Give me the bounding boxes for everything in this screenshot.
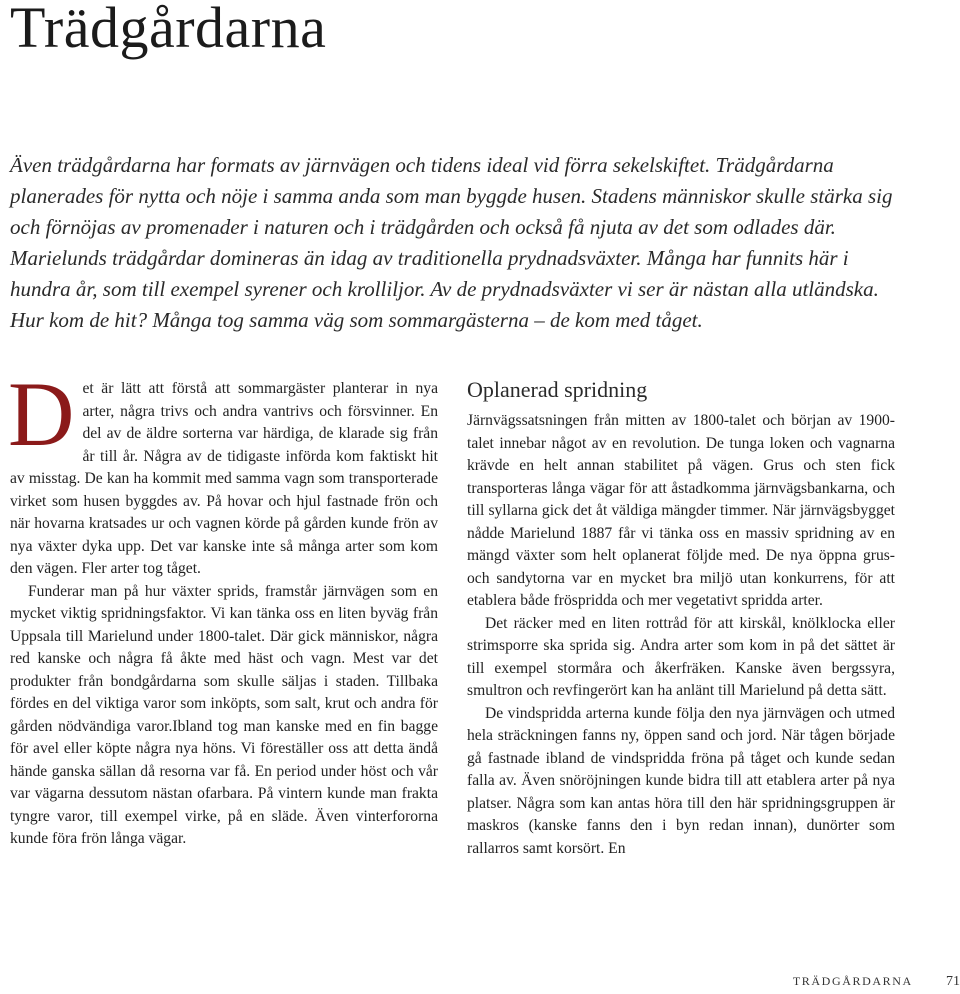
- left-paragraph-2: Funderar man på hur växter sprids, framstår järnvägen som en mycket viktig spridningsfaktor. Vi kan tänka oss en liten byväg från Uppsala till Marielund under 1800-talet. Där gick människor, några red kanske och några få åkte med häst och vagn. Mest var det produkter från bondgårdarna som skulle säljas i staden. Tillbaka fördes en del viktiga varor som inköpts, som salt, krut och andra för gården nödvändiga varor.Ibland tog man kanske med en fin bagge för avel eller köpte några nya höns. Vi föreställer oss att detta ändå hände ganska sällan då resorna var få. En period under höst och vår var vägarna dessutom nästan ofarbara. På vintern kunde man frakta tyngre varor, till exempel virke, på en släde. Även vinterfororna kunde föra frön långa vägar.: [10, 582, 438, 847]
- page-number: 71: [946, 974, 960, 989]
- section-heading: Oplanerad spridning: [467, 377, 648, 402]
- left-paragraph-1: [8, 363, 438, 581]
- right-paragraph-2: Det räcker med en liten rottråd för att kirskål, knölklocka eller strimsporre ska sprida sig. Andra arter som kom in på det sättet är till exempel stormåra och åkerfräken. Kanske även bergssyra, smultron och revfingerört kan ha anlänt till Marielund på detta sätt.: [467, 614, 895, 699]
- page-footer: [793, 972, 960, 991]
- left-column: [8, 363, 438, 851]
- right-paragraph-1: Järnvägssatsningen från mitten av 1800-talet och början av 1900-talet innebar något av en revolution. De tunga loken och vagnarna krävde en helt annan stabilitet på vägen. Grus och sten fick transporteras långa vägar för att åstadkomma järnvägsbankarna, och till syllarna gick det åt väldiga mängder timmer. När järnvägsbygget nådde Marielund 1887 får vi tänka oss en massiv spridning av en mängd växter som helt oplanerat följde med. De nya öppna grus- och sandytorna var en mycket bra miljö utan konkurrens, för att etablera både fröspridda och mer vegetativt spridda arter.: [467, 412, 895, 609]
- page-title: Trädgårdarna: [10, 0, 327, 60]
- left-paragraph-1-text: et är lätt att förstå att sommargäster planterar in nya arter, några trivs och andra vantrivs och försvinner. En del av de äldre sorterna var härdiga, de klarade sig från år till år. Några av de tidigaste införda kom faktiskt hit av misstag. De kan ha kommit med samma vagn som transporterade virket som husen byggdes av. På hovar och hjul fastnade frön och när hovarna kratsades ur och vagnen körde på gården kunde frön av nya växter dyka upp. Det var kanske inte så många arter som kom den vägen. Fler arter tog tåget.: [10, 380, 438, 577]
- running-head: TRÄDGÅRDARNA: [792, 974, 913, 988]
- right-paragraph-3: De vindspridda arterna kunde följa den nya järnvägen och utmed hela sträckningen fanns ny, öppen sand och jord. När tågen började gå fastnade ibland de vindspridda fröna på tåget och kunde sedan falla av. Även snöröjningen kunde bidra till att etablera arter på nya platser. Några som kan antas höra till den här spridningsgruppen är maskros (kanske fanns den i byn redan innan), dunörter som rallarros samt korsört. En: [467, 704, 895, 857]
- intro-paragraph: Även trädgårdarna har formats av järnvägen och tidens ideal vid förra sekelskiftet. Trädgårdarna planerades för nytta och nöje i samma anda som man byggde husen. Stadens människor skulle stärka sig och förnöjas av promenader i naturen och i trädgården och också få njuta av det som odlades där. Marielunds trädgårdar domineras än idag av traditionella prydnadsväxter. Många har funnits här i hundra år, som till exempel syrener och krolliljor. Av de prydnadsväxter vi ser är nästan alla utländska. Hur kom de hit? Många tog samma väg som sommargästerna – de kom med tåget.: [10, 153, 893, 332]
- right-column: [467, 376, 895, 860]
- drop-cap: D: [8, 363, 75, 465]
